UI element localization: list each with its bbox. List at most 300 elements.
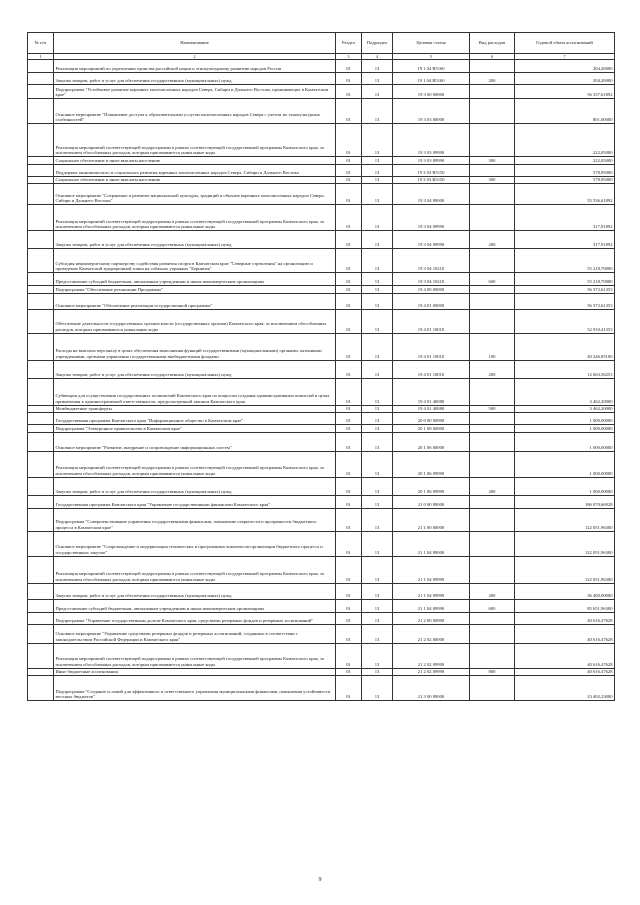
budget-table bbox=[27, 32, 615, 701]
cell-number bbox=[28, 73, 54, 85]
cell-razdel: 01 bbox=[336, 176, 362, 183]
cell-expense-type: 500 bbox=[470, 405, 515, 412]
cell-target-article: 19 3 03 R5150 bbox=[393, 176, 470, 183]
cell-podrazdel: 13 bbox=[362, 668, 393, 675]
cell-target-article: 19 3 03 09990 bbox=[393, 157, 470, 164]
cell-podrazdel: 13 bbox=[362, 612, 393, 624]
table-row bbox=[28, 184, 615, 205]
cell-amount: 1 000,00000 bbox=[515, 477, 615, 495]
table-row bbox=[28, 157, 615, 164]
cell-amount: 122 051,96300 bbox=[515, 531, 615, 556]
table-row bbox=[28, 99, 615, 124]
cell-amount: 222,05000 bbox=[515, 124, 615, 157]
cell-number bbox=[28, 612, 54, 624]
header-annual-amount: Годовой объем ассигнований bbox=[515, 33, 615, 54]
cell-amount: 52 910,41353 bbox=[515, 309, 615, 333]
cell-podrazdel: 13 bbox=[362, 124, 393, 157]
cell-amount: 85 651,96300 bbox=[515, 599, 615, 612]
cell-name: Закупка товаров, работ и услуг для обеспечения государственных (муниципальных) нужд bbox=[54, 231, 336, 249]
cell-podrazdel: 13 bbox=[362, 405, 393, 412]
cell-razdel: 01 bbox=[336, 432, 362, 451]
cell-amount: 56 372,61353 bbox=[515, 293, 615, 309]
cell-podrazdel: 13 bbox=[362, 477, 393, 495]
cell-razdel: 01 bbox=[336, 164, 362, 176]
cell-target-article: 21 1 04 09990 bbox=[393, 599, 470, 612]
table-row bbox=[28, 249, 615, 273]
cell-expense-type: 100 bbox=[470, 333, 515, 360]
cell-podrazdel: 13 bbox=[362, 293, 393, 309]
cell-expense-type bbox=[470, 378, 515, 405]
cell-expense-type: 200 bbox=[470, 231, 515, 249]
column-index: 7 bbox=[515, 54, 615, 60]
cell-expense-type bbox=[470, 184, 515, 205]
cell-expense-type bbox=[470, 495, 515, 508]
cell-name: Предоставление субсидий бюджетным, автономным учреждениям и иным некоммерческим организациям bbox=[54, 273, 336, 286]
cell-name: Реализация мероприятий соответствующей подпрограммы в рамках соответствующей государственной программы Камчатского края, за исключением обособленных расходов, которым присваиваются уникальные коды bbox=[54, 205, 336, 231]
cell-podrazdel: 13 bbox=[362, 676, 393, 701]
cell-expense-type: 200 bbox=[470, 73, 515, 85]
cell-expense-type: 300 bbox=[470, 157, 515, 164]
cell-expense-type bbox=[470, 556, 515, 583]
table-row bbox=[28, 73, 615, 85]
header-podrazdel: Подраздел bbox=[362, 33, 393, 54]
cell-amount: 40 616,47628 bbox=[515, 624, 615, 643]
cell-razdel: 01 bbox=[336, 599, 362, 612]
cell-podrazdel: 13 bbox=[362, 451, 393, 477]
cell-target-article: 19 3 03 09990 bbox=[393, 124, 470, 157]
cell-name: Подпрограмма "Управление государственным долгом Камчатского края, средствами резервных фондов и резервных ассигнований" bbox=[54, 612, 336, 624]
cell-target-article: 19 3 03 00000 bbox=[393, 99, 470, 124]
cell-razdel: 01 bbox=[336, 451, 362, 477]
cell-expense-type: 800 bbox=[470, 668, 515, 675]
cell-expense-type: 200 bbox=[470, 477, 515, 495]
cell-razdel: 01 bbox=[336, 531, 362, 556]
cell-amount: 1 000,00000 bbox=[515, 425, 615, 432]
cell-expense-type bbox=[470, 643, 515, 668]
cell-target-article: 19 4 01 40080 bbox=[393, 378, 470, 405]
cell-expense-type: 300 bbox=[470, 176, 515, 183]
table-row bbox=[28, 676, 615, 701]
cell-number bbox=[28, 451, 54, 477]
cell-amount: 122 051,96300 bbox=[515, 508, 615, 531]
cell-podrazdel: 13 bbox=[362, 413, 393, 425]
cell-target-article: 19 3 04 10210 bbox=[393, 249, 470, 273]
cell-target-article: 21 0 00 00000 bbox=[393, 495, 470, 508]
cell-name: Закупка товаров, работ и услуг для обеспечения государственных (муниципальных) нужд bbox=[54, 477, 336, 495]
cell-target-article: 19 3 04 09990 bbox=[393, 231, 470, 249]
table-row bbox=[28, 293, 615, 309]
cell-name: Государственная программа Камчатского края "Информационное общество в Камчатском крае" bbox=[54, 413, 336, 425]
cell-name: Субвенции для осуществления государственных полномочий Камчатского края по вопросам создания административных комиссий в целях привлечения к административной ответственности, предусмотренной законом Камчатского края bbox=[54, 378, 336, 405]
cell-amount: 3 462,20000 bbox=[515, 378, 615, 405]
cell-name: Закупка товаров, работ и услуг для обеспечения государственных (муниципальных) нужд bbox=[54, 73, 336, 85]
cell-podrazdel: 13 bbox=[362, 378, 393, 405]
cell-expense-type bbox=[470, 309, 515, 333]
cell-amount: 204,20000 bbox=[515, 73, 615, 85]
cell-podrazdel: 13 bbox=[362, 157, 393, 164]
table-row bbox=[28, 624, 615, 643]
cell-number bbox=[28, 157, 54, 164]
cell-number bbox=[28, 508, 54, 531]
cell-podrazdel: 13 bbox=[362, 360, 393, 378]
table-row bbox=[28, 643, 615, 668]
cell-name: Реализация мероприятий соответствующей подпрограммы в рамках соответствующей государственной программы Камчатского края, за исключением обособленных расходов, которым присваиваются уникальные коды bbox=[54, 451, 336, 477]
cell-razdel: 01 bbox=[336, 286, 362, 293]
cell-name: Подпрограмма "Устойчивое развитие коренных малочисленных народов Севера, Сибири и Дальнего Востока, проживающих в Камчатском крае" bbox=[54, 85, 336, 99]
table-row bbox=[28, 556, 615, 583]
cell-expense-type bbox=[470, 124, 515, 157]
table-row bbox=[28, 164, 615, 176]
column-index: 4 bbox=[362, 54, 393, 60]
cell-podrazdel: 13 bbox=[362, 425, 393, 432]
cell-name: Основное мероприятие "Повышение доступа к образовательным услугам малочисленных народов Севера с учетом их этнокультурных особенностей" bbox=[54, 99, 336, 124]
cell-name: Реализация мероприятий соответствующей подпрограммы в рамках соответствующей государственной программы Камчатского края, за исключением обособленных расходов, которым присваиваются уникальные коды bbox=[54, 643, 336, 668]
page-number: 9 bbox=[318, 877, 322, 883]
cell-razdel: 01 bbox=[336, 157, 362, 164]
cell-razdel: 01 bbox=[336, 556, 362, 583]
table-row bbox=[28, 612, 615, 624]
cell-number bbox=[28, 60, 54, 73]
cell-number bbox=[28, 583, 54, 599]
cell-razdel: 01 bbox=[336, 273, 362, 286]
cell-number bbox=[28, 676, 54, 701]
header-name: Наименование bbox=[54, 33, 336, 54]
cell-podrazdel: 13 bbox=[362, 508, 393, 531]
cell-razdel: 01 bbox=[336, 333, 362, 360]
cell-expense-type bbox=[470, 286, 515, 293]
cell-name: Основное мероприятие "Сохранение и развитие национальной культуры, традиций и обычаев коренных малочисленных народов Севера, Сибири и Дальнего Востока" bbox=[54, 184, 336, 205]
cell-amount: 1 000,00000 bbox=[515, 432, 615, 451]
cell-target-article: 19 3 00 00000 bbox=[393, 85, 470, 99]
cell-razdel: 01 bbox=[336, 360, 362, 378]
cell-amount: 317,91892 bbox=[515, 231, 615, 249]
table-row bbox=[28, 231, 615, 249]
table-row bbox=[28, 413, 615, 425]
cell-number bbox=[28, 413, 54, 425]
cell-amount: 23 402,23000 bbox=[515, 676, 615, 701]
table-row bbox=[28, 333, 615, 360]
cell-target-article: 19 4 00 00000 bbox=[393, 286, 470, 293]
cell-podrazdel: 13 bbox=[362, 231, 393, 249]
cell-expense-type: 200 bbox=[470, 360, 515, 378]
cell-name: Иные бюджетные ассигнования bbox=[54, 668, 336, 675]
cell-name: Реализация мероприятий соответствующей подпрограммы в рамках соответствующей государственной программы Камчатского края, за исключением обособленных расходов, которым присваиваются уникальные коды bbox=[54, 556, 336, 583]
cell-podrazdel: 13 bbox=[362, 309, 393, 333]
cell-amount: 56 372,61353 bbox=[515, 286, 615, 293]
cell-target-article: 19 1 04 R5160 bbox=[393, 73, 470, 85]
cell-target-article: 19 1 04 R5160 bbox=[393, 60, 470, 73]
cell-expense-type: 200 bbox=[470, 583, 515, 599]
column-index: 2 bbox=[54, 54, 336, 60]
cell-target-article: 21 1 04 09990 bbox=[393, 583, 470, 599]
cell-target-article: 21 2 02 09990 bbox=[393, 668, 470, 675]
cell-target-article: 19 3 04 10210 bbox=[393, 273, 470, 286]
cell-expense-type bbox=[470, 612, 515, 624]
column-index: 1 bbox=[28, 54, 54, 60]
cell-podrazdel: 13 bbox=[362, 286, 393, 293]
table-row bbox=[28, 309, 615, 333]
cell-podrazdel: 13 bbox=[362, 205, 393, 231]
cell-number bbox=[28, 643, 54, 668]
cell-name: Подпрограмма "Электронное правительство в Камчатском крае" bbox=[54, 425, 336, 432]
cell-number bbox=[28, 405, 54, 412]
cell-number bbox=[28, 205, 54, 231]
table-row bbox=[28, 668, 615, 675]
cell-target-article: 21 2 02 09990 bbox=[393, 643, 470, 668]
table-row bbox=[28, 360, 615, 378]
cell-name: Обеспечение деятельности государственных органов власти (государственных органов) Камчатского края, за исключением обособленных расходов, которым присваиваются уникальные коды bbox=[54, 309, 336, 333]
cell-name: Основное мероприятие "Обеспечение реализации государственной программы" bbox=[54, 293, 336, 309]
cell-name: Субсидия некоммерческому партнерству содействия развития спорта в Камчатском крае "Северные стремления" на организацию и проведение Камчатской традиционной гонки на собачьих упряжках "Берингия" bbox=[54, 249, 336, 273]
cell-podrazdel: 13 bbox=[362, 85, 393, 99]
cell-amount: 40 246,85100 bbox=[515, 333, 615, 360]
cell-razdel: 01 bbox=[336, 624, 362, 643]
cell-amount: 40 616,47628 bbox=[515, 643, 615, 668]
cell-razdel: 01 bbox=[336, 99, 362, 124]
table-row bbox=[28, 599, 615, 612]
cell-name: Реализация мероприятий соответствующей подпрограммы в рамках соответствующей государственной программы Камчатского края, за исключением обособленных расходов, которым присваиваются уникальные коды bbox=[54, 124, 336, 157]
cell-amount: 204,20000 bbox=[515, 60, 615, 73]
cell-amount: 1 000,00000 bbox=[515, 451, 615, 477]
cell-number bbox=[28, 273, 54, 286]
cell-name: Подпрограмма "Создание условий для эффективного и ответственного управления муниципальными финансами, повышения устойчивости местных бюджетов" bbox=[54, 676, 336, 701]
cell-podrazdel: 13 bbox=[362, 273, 393, 286]
cell-number bbox=[28, 249, 54, 273]
cell-number bbox=[28, 432, 54, 451]
table-row bbox=[28, 425, 615, 432]
table-row bbox=[28, 124, 615, 157]
cell-target-article: 21 1 04 09990 bbox=[393, 556, 470, 583]
cell-expense-type bbox=[470, 413, 515, 425]
cell-razdel: 01 bbox=[336, 676, 362, 701]
cell-number bbox=[28, 231, 54, 249]
cell-name: Поддержка экономического и социального развития коренных малочисленных народов Севера, Сибири и Дальнего Востока bbox=[54, 164, 336, 176]
table-row bbox=[28, 508, 615, 531]
cell-amount: 40 616,47628 bbox=[515, 668, 615, 675]
cell-expense-type bbox=[470, 164, 515, 176]
cell-number bbox=[28, 531, 54, 556]
cell-expense-type bbox=[470, 451, 515, 477]
cell-amount: 122 051,96300 bbox=[515, 556, 615, 583]
cell-target-article: 19 4 01 10010 bbox=[393, 309, 470, 333]
header-number: № п/п bbox=[28, 33, 54, 54]
cell-razdel: 01 bbox=[336, 85, 362, 99]
header-row bbox=[28, 33, 615, 54]
cell-expense-type bbox=[470, 205, 515, 231]
cell-target-article: 21 2 02 00000 bbox=[393, 624, 470, 643]
column-index: 5 bbox=[393, 54, 470, 60]
cell-podrazdel: 13 bbox=[362, 495, 393, 508]
cell-target-article: 20 0 00 00000 bbox=[393, 413, 470, 425]
cell-podrazdel: 13 bbox=[362, 599, 393, 612]
cell-number bbox=[28, 668, 54, 675]
cell-amount: 578,95000 bbox=[515, 176, 615, 183]
cell-podrazdel: 13 bbox=[362, 333, 393, 360]
cell-razdel: 01 bbox=[336, 668, 362, 675]
cell-expense-type bbox=[470, 99, 515, 124]
cell-expense-type: 600 bbox=[470, 273, 515, 286]
cell-expense-type bbox=[470, 249, 515, 273]
cell-amount: 55 536,61892 bbox=[515, 184, 615, 205]
cell-target-article: 19 4 01 00000 bbox=[393, 293, 470, 309]
cell-amount: 3 462,20000 bbox=[515, 405, 615, 412]
cell-name: Расходы на выплаты персоналу в целях обеспечения выполнения функций государственными (муниципальными) органами, казенными учреждениями, органами управления государственными внебюджетными фондами bbox=[54, 333, 336, 360]
cell-razdel: 01 bbox=[336, 293, 362, 309]
cell-target-article: 19 3 04 00000 bbox=[393, 184, 470, 205]
cell-number bbox=[28, 495, 54, 508]
cell-number bbox=[28, 85, 54, 99]
cell-podrazdel: 13 bbox=[362, 164, 393, 176]
cell-expense-type bbox=[470, 676, 515, 701]
cell-target-article: 21 1 04 00000 bbox=[393, 531, 470, 556]
cell-number bbox=[28, 293, 54, 309]
cell-amount: 55 218,70000 bbox=[515, 249, 615, 273]
cell-target-article: 21 1 00 00000 bbox=[393, 508, 470, 531]
cell-podrazdel: 13 bbox=[362, 583, 393, 599]
cell-name: Подпрограмма "Совершенствование управления государственными финансами, повышение открытости и прозрачности бюджетного процесса в Камчатском крае" bbox=[54, 508, 336, 531]
cell-number bbox=[28, 124, 54, 157]
cell-podrazdel: 13 bbox=[362, 556, 393, 583]
cell-target-article: 19 4 01 10010 bbox=[393, 333, 470, 360]
cell-name: Реализация мероприятий по укреплению единства российской нации и этнокультурному развитию народов России bbox=[54, 60, 336, 73]
cell-number bbox=[28, 556, 54, 583]
cell-number bbox=[28, 164, 54, 176]
cell-razdel: 01 bbox=[336, 309, 362, 333]
cell-razdel: 01 bbox=[336, 231, 362, 249]
cell-name: Предоставление субсидий бюджетным, автономным учреждениям и иным некоммерческим организациям bbox=[54, 599, 336, 612]
table-row bbox=[28, 583, 615, 599]
cell-razdel: 01 bbox=[336, 477, 362, 495]
cell-name: Подпрограмма "Обеспечение реализации Программы" bbox=[54, 286, 336, 293]
cell-razdel: 01 bbox=[336, 612, 362, 624]
column-index: 3 bbox=[336, 54, 362, 60]
cell-number bbox=[28, 599, 54, 612]
cell-podrazdel: 13 bbox=[362, 531, 393, 556]
cell-number bbox=[28, 378, 54, 405]
cell-expense-type bbox=[470, 508, 515, 531]
cell-amount: 12 663,56253 bbox=[515, 360, 615, 378]
cell-target-article: 20 1 06 09990 bbox=[393, 477, 470, 495]
table-row bbox=[28, 60, 615, 73]
cell-razdel: 01 bbox=[336, 508, 362, 531]
cell-number bbox=[28, 286, 54, 293]
cell-expense-type bbox=[470, 432, 515, 451]
cell-name: Закупка товаров, работ и услуг для обеспечения государственных (муниципальных) нужд bbox=[54, 360, 336, 378]
cell-name: Социальное обеспечение и иные выплаты населению bbox=[54, 157, 336, 164]
table-row bbox=[28, 176, 615, 183]
cell-name: Закупка товаров, работ и услуг для обеспечения государственных (муниципальных) нужд bbox=[54, 583, 336, 599]
cell-target-article: 20 1 06 09990 bbox=[393, 451, 470, 477]
cell-amount: 186 070,66928 bbox=[515, 495, 615, 508]
cell-podrazdel: 13 bbox=[362, 249, 393, 273]
cell-razdel: 01 bbox=[336, 643, 362, 668]
table-row bbox=[28, 495, 615, 508]
cell-razdel: 01 bbox=[336, 413, 362, 425]
column-index: 6 bbox=[470, 54, 515, 60]
table-row bbox=[28, 405, 615, 412]
cell-expense-type bbox=[470, 624, 515, 643]
table-row bbox=[28, 273, 615, 286]
cell-target-article: 19 3 03 R5150 bbox=[393, 164, 470, 176]
cell-target-article: 19 4 01 10010 bbox=[393, 360, 470, 378]
cell-razdel: 01 bbox=[336, 184, 362, 205]
cell-number bbox=[28, 624, 54, 643]
table-row bbox=[28, 432, 615, 451]
cell-podrazdel: 13 bbox=[362, 624, 393, 643]
cell-razdel: 01 bbox=[336, 495, 362, 508]
cell-target-article: 21 3 00 00000 bbox=[393, 676, 470, 701]
table-row bbox=[28, 286, 615, 293]
table-row bbox=[28, 477, 615, 495]
cell-razdel: 01 bbox=[336, 378, 362, 405]
cell-target-article: 20 1 06 00000 bbox=[393, 432, 470, 451]
cell-expense-type bbox=[470, 60, 515, 73]
table-row bbox=[28, 205, 615, 231]
cell-target-article: 19 4 01 40080 bbox=[393, 405, 470, 412]
header-razdel: Раздел bbox=[336, 33, 362, 54]
cell-amount: 56 337,61892 bbox=[515, 85, 615, 99]
cell-amount: 578,95000 bbox=[515, 164, 615, 176]
table-row bbox=[28, 378, 615, 405]
cell-name: Основное мероприятие "Развитие, внедрение и сопровождение информационных систем" bbox=[54, 432, 336, 451]
cell-podrazdel: 13 bbox=[362, 99, 393, 124]
cell-number bbox=[28, 99, 54, 124]
cell-podrazdel: 13 bbox=[362, 73, 393, 85]
cell-razdel: 01 bbox=[336, 425, 362, 432]
cell-razdel: 01 bbox=[336, 205, 362, 231]
cell-amount: 801,00000 bbox=[515, 99, 615, 124]
cell-target-article: 20 1 00 00000 bbox=[393, 425, 470, 432]
cell-razdel: 01 bbox=[336, 583, 362, 599]
cell-name: Государственная программа Камчатского края "Управление государственными финансами Камчатского края" bbox=[54, 495, 336, 508]
cell-expense-type bbox=[470, 425, 515, 432]
cell-podrazdel: 13 bbox=[362, 60, 393, 73]
cell-expense-type bbox=[470, 85, 515, 99]
header-expense-type: Вид расходов bbox=[470, 33, 515, 54]
cell-name: Основное мероприятие "Сопровождение и модернизация технических и программных комплексов-организации бюджетного процесса и государственных закупок" bbox=[54, 531, 336, 556]
header-target-article: Целевая статья bbox=[393, 33, 470, 54]
cell-number bbox=[28, 477, 54, 495]
cell-expense-type bbox=[470, 531, 515, 556]
cell-podrazdel: 13 bbox=[362, 184, 393, 205]
table-row bbox=[28, 85, 615, 99]
cell-expense-type bbox=[470, 293, 515, 309]
cell-number bbox=[28, 184, 54, 205]
cell-amount: 40 616,47628 bbox=[515, 612, 615, 624]
cell-razdel: 01 bbox=[336, 405, 362, 412]
cell-razdel: 01 bbox=[336, 60, 362, 73]
table-row bbox=[28, 451, 615, 477]
cell-name: Социальное обеспечение и иные выплаты населению bbox=[54, 176, 336, 183]
cell-amount: 36 400,00000 bbox=[515, 583, 615, 599]
cell-number bbox=[28, 425, 54, 432]
cell-amount: 1 000,00000 bbox=[515, 413, 615, 425]
cell-name: Межбюджетные трансферты bbox=[54, 405, 336, 412]
cell-podrazdel: 13 bbox=[362, 643, 393, 668]
cell-number bbox=[28, 333, 54, 360]
cell-podrazdel: 13 bbox=[362, 432, 393, 451]
cell-amount: 222,05000 bbox=[515, 157, 615, 164]
table-row bbox=[28, 531, 615, 556]
cell-number bbox=[28, 360, 54, 378]
cell-razdel: 01 bbox=[336, 73, 362, 85]
cell-expense-type: 600 bbox=[470, 599, 515, 612]
cell-target-article: 21 2 00 00000 bbox=[393, 612, 470, 624]
cell-target-article: 19 3 04 09990 bbox=[393, 205, 470, 231]
cell-name: Основное мероприятие "Управление средствами резервных фондов и резервных ассигнований, созданных в соответствии с законодательством Российской Федерации и Камчатского края" bbox=[54, 624, 336, 643]
cell-number bbox=[28, 176, 54, 183]
cell-podrazdel: 13 bbox=[362, 176, 393, 183]
